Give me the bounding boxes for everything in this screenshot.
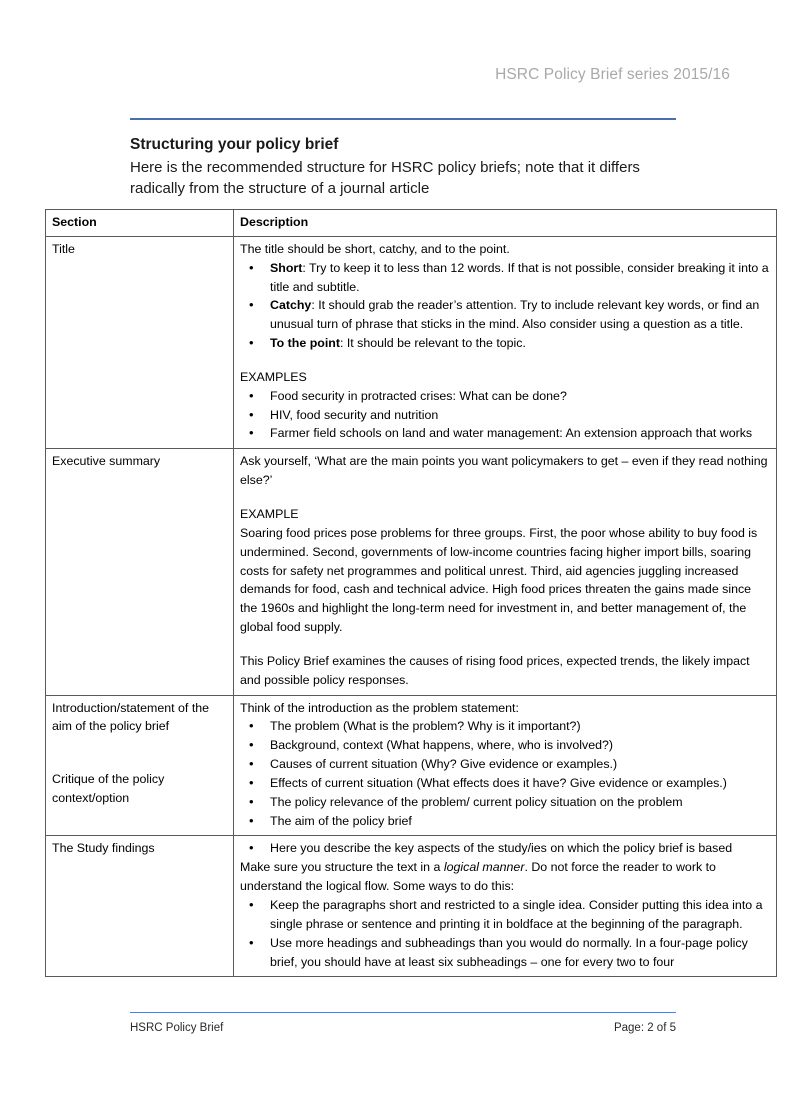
title-divider-rule (130, 118, 676, 120)
exec-summary-intro: Ask yourself, ‘What are the main points you want policymakers to get – even if they read nothing else?’ (240, 454, 768, 488)
list-item (240, 334, 770, 353)
row-section-introduction (46, 695, 234, 836)
running-header: HSRC Policy Brief series 2015/16 (495, 66, 730, 83)
footer-row (130, 1022, 676, 1034)
list-item: • Causes of current situation (Why? Give evidence or examples.) (240, 755, 770, 774)
list-item: • Here you describe the key aspects of the study/ies on which the policy brief is based (240, 839, 770, 858)
row-description-introduction (234, 695, 777, 836)
list-item: • The policy relevance of the problem/ current policy situation on the problem (240, 793, 770, 812)
column-header-description: Description (234, 210, 777, 237)
paragraph-spacer (240, 353, 770, 368)
bullet-rest-catchy: : It should grab the reader’s attention. Try to include relevant key words, or find an unusual turn of phrase that sticks in the mind. Also consider using a question as a title. (270, 298, 760, 332)
list-item: • Keep the paragraphs short and restricted to a single idea. Consider putting this idea into a single phrase or sentence and printing it in boldface at the beginning of the paragraph. (240, 896, 770, 934)
exec-summary-closing-paragraph: This Policy Brief examines the causes of rising food prices, expected trends, the likely impact and possible policy responses. (240, 653, 750, 687)
row-description-study-findings (234, 836, 777, 977)
footer-divider-rule (130, 1012, 676, 1013)
row-description-executive-summary (234, 449, 777, 695)
paragraph-spacer (240, 490, 770, 505)
page-subtitle-line-1: Here is the recommended structure for HSRC policy briefs; note that it differs (130, 159, 640, 176)
bullet-lead-short: Short (270, 260, 303, 275)
footer-document-name: HSRC Policy Brief (130, 1022, 224, 1034)
row-section-study-findings: The Study findings (46, 836, 234, 977)
example-label: EXAMPLE (240, 506, 299, 521)
structure-table-wrapper (45, 209, 776, 977)
title-guideline-list (240, 259, 770, 353)
list-item: • The aim of the policy brief (240, 812, 770, 831)
study-findings-continuation-paragraph (240, 858, 770, 896)
list-item: • Farmer field schools on land and water management: An extension approach that works (240, 424, 770, 443)
row-section-executive-summary: Executive summary (46, 449, 234, 695)
row-section-title: Title (46, 236, 234, 448)
paragraph-spacer (240, 637, 770, 652)
list-item: • The problem (What is the problem? Why is it important?) (240, 717, 770, 736)
row-description-title (234, 236, 777, 448)
title-block (130, 118, 676, 200)
bullet-rest-to-the-point: : It should be relevant to the topic. (339, 336, 526, 351)
table-row (46, 236, 777, 448)
list-item (240, 296, 770, 334)
list-item (240, 259, 770, 297)
introduction-bullet-list (240, 717, 770, 830)
list-item: • Effects of current situation (What effects does it have? Give evidence or examples.) (240, 774, 770, 793)
column-header-section: Section (46, 210, 234, 237)
section-label-critique: Critique of the policy context/option (52, 772, 165, 806)
continuation-text-a: Make sure you structure the text in a (240, 860, 444, 875)
page-footer (130, 1012, 676, 1034)
study-findings-bullet-list-rest (240, 896, 770, 971)
table-row (46, 836, 777, 977)
bullet-rest-short: : Try to keep it to less than 12 words. If that is not possible, consider breaking it into a title and subtitle. (270, 260, 769, 294)
continuation-text-b: . Do not force the reader to work to understand the logical flow. Some ways to do this: (240, 860, 716, 894)
exec-summary-example-paragraph: Soaring food prices pose problems for three groups. First, the poor whose ability to buy food is undermined. Second, governments of low-income countries facing higher import bills, soaring costs for safety net programmes and political unrest. Third, aid agencies juggling increased demands for food, cash and technical advice. High food prices threaten the gains made since the 1960s and highlight the long-term need for investment in, and better management of, the global food supply. (240, 525, 758, 635)
bullet-lead-catchy: Catchy (270, 298, 312, 313)
list-item: • Food security in protracted crises: What can be done? (240, 387, 770, 406)
table-row (46, 695, 777, 836)
list-item: • Use more headings and subheadings than you would do normally. In a four-page policy brief, you should have at least six subheadings – one for every two to four (240, 934, 770, 972)
page-subtitle-line-2: radically from the structure of a journal article (130, 180, 430, 198)
introduction-intro-text: Think of the introduction as the problem statement: (240, 700, 519, 715)
bullet-lead-to-the-point: To the point (270, 336, 340, 351)
title-examples-list (240, 387, 770, 444)
table-header-row (46, 210, 777, 237)
section-label-introduction: Introduction/statement of the aim of the policy brief (52, 700, 210, 734)
continuation-text-italic: logical manner (443, 860, 525, 875)
footer-page-number: Page: 2 of 5 (613, 1022, 676, 1034)
table-row (46, 449, 777, 695)
title-intro-text: The title should be short, catchy, and to the point. (240, 241, 510, 256)
page-title: Structuring your policy brief (130, 136, 339, 153)
list-item: • HIV, food security and nutrition (240, 406, 770, 425)
list-item: • Background, context (What happens, where, who is involved?) (240, 736, 770, 755)
examples-label: EXAMPLES (240, 369, 307, 384)
study-findings-bullet-list-first (240, 839, 770, 858)
structure-table (45, 209, 777, 977)
